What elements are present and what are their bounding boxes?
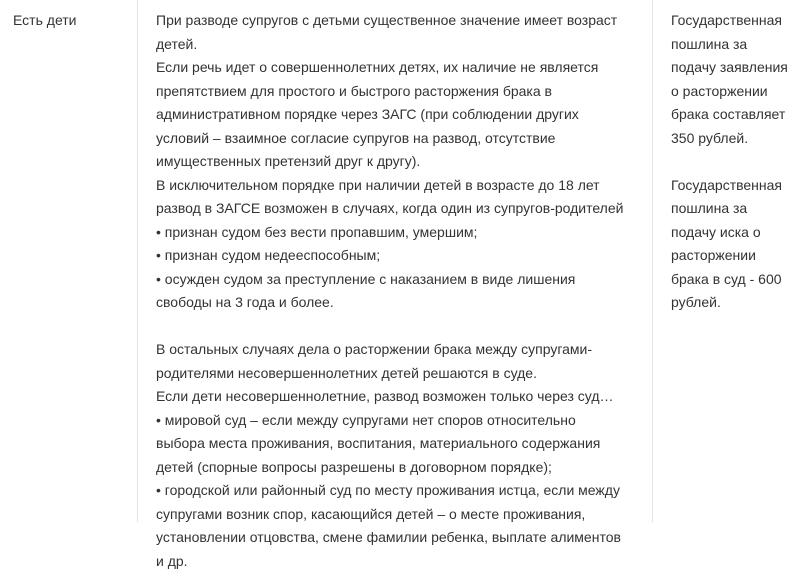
- row-label: Есть дети: [13, 9, 123, 33]
- description-paragraph-gap: [156, 315, 642, 339]
- description-line: установлении отцовства, смене фамилии ребенка, выплате алиментов: [156, 526, 642, 550]
- description-line: родителями несовершеннолетних детей решаются в суде.: [156, 362, 642, 386]
- description-line: При разводе супругов с детьми существенное значение имеет возраст: [156, 9, 642, 33]
- description-line: развод в ЗАГСЕ возможен в случаях, когда один из супругов-родителей: [156, 197, 642, 221]
- fee-cell: [653, 0, 804, 522]
- row-label-cell: [0, 0, 138, 522]
- fee-line: пошлина за: [671, 197, 796, 221]
- description-line: • городской или районный суд по месту проживания истца, если между: [156, 479, 642, 503]
- description-line: свободы на 3 года и более.: [156, 291, 642, 315]
- fee-line: подачу иска о: [671, 221, 796, 245]
- fee-paragraph-gap: [671, 150, 796, 174]
- description-line: • признан судом недееспособным;: [156, 244, 642, 268]
- description-cell: [138, 0, 653, 522]
- description-line: выбора места проживания, воспитания, материального содержания: [156, 432, 642, 456]
- description-line: административном порядке через ЗАГС (при соблюдении других: [156, 103, 642, 127]
- description-line: препятствием для простого и быстрого расторжения брака в: [156, 80, 642, 104]
- fee-line: Государственная: [671, 174, 796, 198]
- description-line: В исключительном порядке при наличии детей в возрасте до 18 лет: [156, 174, 642, 198]
- fee-line: пошлина за: [671, 33, 796, 57]
- description-line: В остальных случаях дела о расторжении брака между супругами-: [156, 338, 642, 362]
- description-line: и др.: [156, 550, 642, 573]
- fee-line: Государственная: [671, 9, 796, 33]
- fee-line: рублей.: [671, 291, 796, 315]
- description-line: Если дети несовершеннолетние, развод возможен только через суд…: [156, 385, 642, 409]
- description-line: • мировой суд – если между супругами нет споров относительно: [156, 409, 642, 433]
- description-line: • осужден судом за преступление с наказанием в виде лишения: [156, 268, 642, 292]
- fee-line: брака составляет: [671, 103, 796, 127]
- description-line: имущественных претензий друг к другу).: [156, 150, 642, 174]
- description-line: Если речь идет о совершеннолетних детях, их наличие не является: [156, 56, 642, 80]
- fee-line: расторжении: [671, 244, 796, 268]
- description-line: детей.: [156, 33, 642, 57]
- fee-line: о расторжении: [671, 80, 796, 104]
- description-line: • признан судом без вести пропавшим, умершим;: [156, 221, 642, 245]
- fee-line: 350 рублей.: [671, 127, 796, 151]
- description-line: детей (спорные вопросы разрешены в договорном порядке);: [156, 456, 642, 480]
- description-line: условий – взаимное согласие супругов на развод, отсутствие: [156, 127, 642, 151]
- fee-line: подачу заявления: [671, 56, 796, 80]
- description-line: супругами возник спор, касающийся детей – о месте проживания,: [156, 503, 642, 527]
- fee-line: брака в суд - 600: [671, 268, 796, 292]
